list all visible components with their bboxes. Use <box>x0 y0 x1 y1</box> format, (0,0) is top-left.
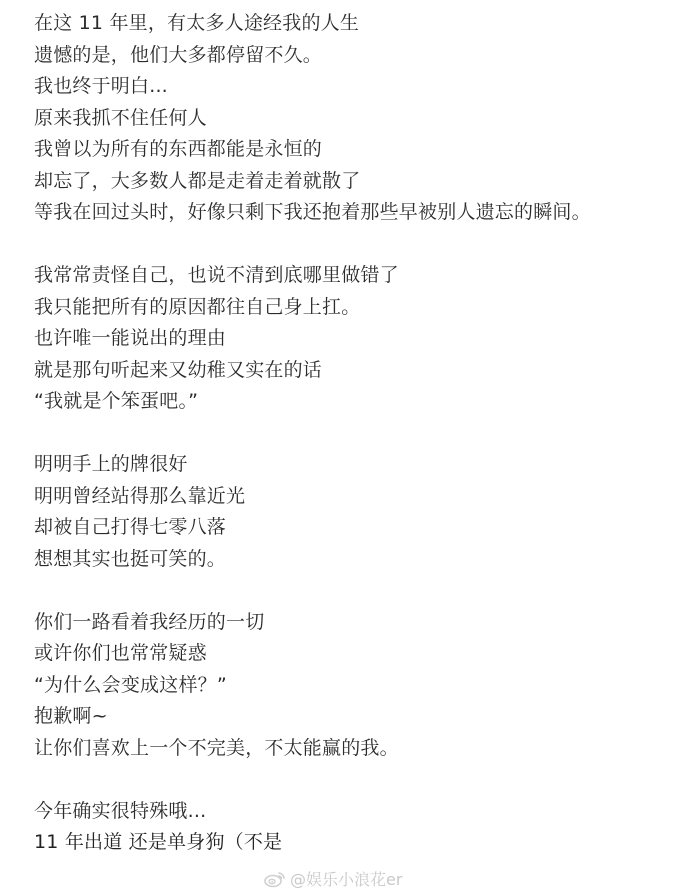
text-line: 我常常责怪自己，也说不清到底哪里做错了 <box>34 264 399 286</box>
stanza-gap <box>34 229 675 261</box>
stanza-1 <box>34 8 675 229</box>
text-line: 明明手上的牌很好 <box>34 453 188 475</box>
text-line: 或许你们也常常疑惑 <box>34 642 207 664</box>
text-line: 今年确实很特殊哦... <box>34 799 207 822</box>
document-body <box>34 8 675 859</box>
text-line: 在这 11 年里，有太多人途经我的人生 <box>34 12 360 34</box>
text-line: 抱歉啊~ <box>34 705 108 727</box>
text-line: “我就是个笨蛋吧。” <box>34 390 199 412</box>
watermark-text: @娱乐小浪花er <box>290 870 403 889</box>
watermark <box>264 867 402 890</box>
stanza-5 <box>34 796 675 859</box>
text-line: 我也终于明白... <box>34 75 168 97</box>
text-line: 就是那句听起来又幼稚又实在的话 <box>34 358 323 381</box>
text-line: 想想其实也挺可笑的。 <box>34 547 227 570</box>
text-line: 却被自己打得七零八落 <box>34 516 227 538</box>
stanza-gap <box>34 764 675 796</box>
text-line: 11 年出道 还是单身狗（不是 <box>34 831 283 853</box>
text-line: 遗憾的是，他们大多都停留不久。 <box>34 43 323 66</box>
stanza-2 <box>34 260 675 418</box>
text-line: 原来我抓不住任何人 <box>34 106 207 129</box>
stanza-gap <box>34 418 675 450</box>
stanza-4 <box>34 607 675 765</box>
stanza-3 <box>34 449 675 575</box>
stanza-gap <box>34 575 675 607</box>
text-line: 明明曾经站得那么靠近光 <box>34 484 246 507</box>
text-line: 你们一路看着我经历的一切 <box>34 610 265 633</box>
text-line: 等我在回过头时，好像只剩下我还抱着那些早被别人遗忘的瞬间。 <box>34 201 591 223</box>
text-line: 也许唯一能说出的理由 <box>34 327 227 349</box>
text-line: “为什么会变成这样？” <box>34 673 227 696</box>
text-line: 却忘了，大多数人都是走着走着就散了 <box>34 169 361 192</box>
text-line: 我只能把所有的原因都往自己身上扛。 <box>34 295 361 318</box>
text-line: 让你们喜欢上一个不完美，不太能赢的我。 <box>34 736 399 759</box>
weibo-icon <box>264 870 286 888</box>
text-line: 我曾以为所有的东西都能是永恒的 <box>34 138 323 160</box>
